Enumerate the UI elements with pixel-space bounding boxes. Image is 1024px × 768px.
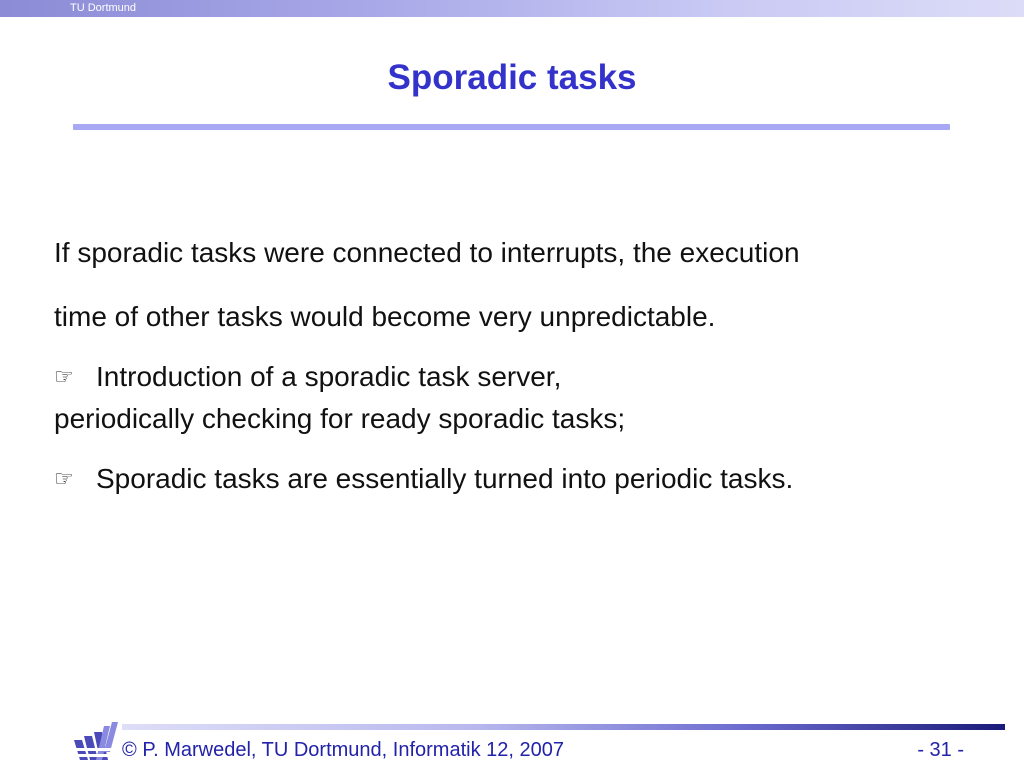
- title-divider: [73, 124, 950, 130]
- header-bar: [0, 0, 1024, 17]
- slide-title: Sporadic tasks: [387, 58, 637, 97]
- footer-bar: [122, 724, 1005, 730]
- bullet-item-1: [54, 360, 561, 395]
- page-number: - 31 -: [917, 739, 964, 761]
- bullet-item-1-continuation: periodically checking for ready sporadic tasks;: [54, 403, 626, 434]
- header-label: TU Dortmund: [70, 2, 137, 14]
- bullet-item-2: [54, 462, 793, 497]
- footer-credit: [122, 737, 564, 763]
- pointing-hand-icon: ☞: [54, 365, 74, 390]
- bullet-item-2-text: Sporadic tasks are essentially turned into periodic tasks.: [96, 463, 794, 494]
- footer-credit-text: P. Marwedel, TU Dortmund, Informatik 12, 2007: [142, 739, 564, 761]
- university-logo-icon: [72, 722, 124, 764]
- body-line-2: time of other tasks would become very unpredictable.: [54, 301, 716, 332]
- copyright-symbol: ©: [122, 739, 137, 761]
- bullet-item-1-text: Introduction of a sporadic task server,: [96, 361, 562, 392]
- pointing-hand-icon: ☞: [54, 467, 74, 492]
- body-line-1: If sporadic tasks were connected to interrupts, the execution: [54, 237, 800, 268]
